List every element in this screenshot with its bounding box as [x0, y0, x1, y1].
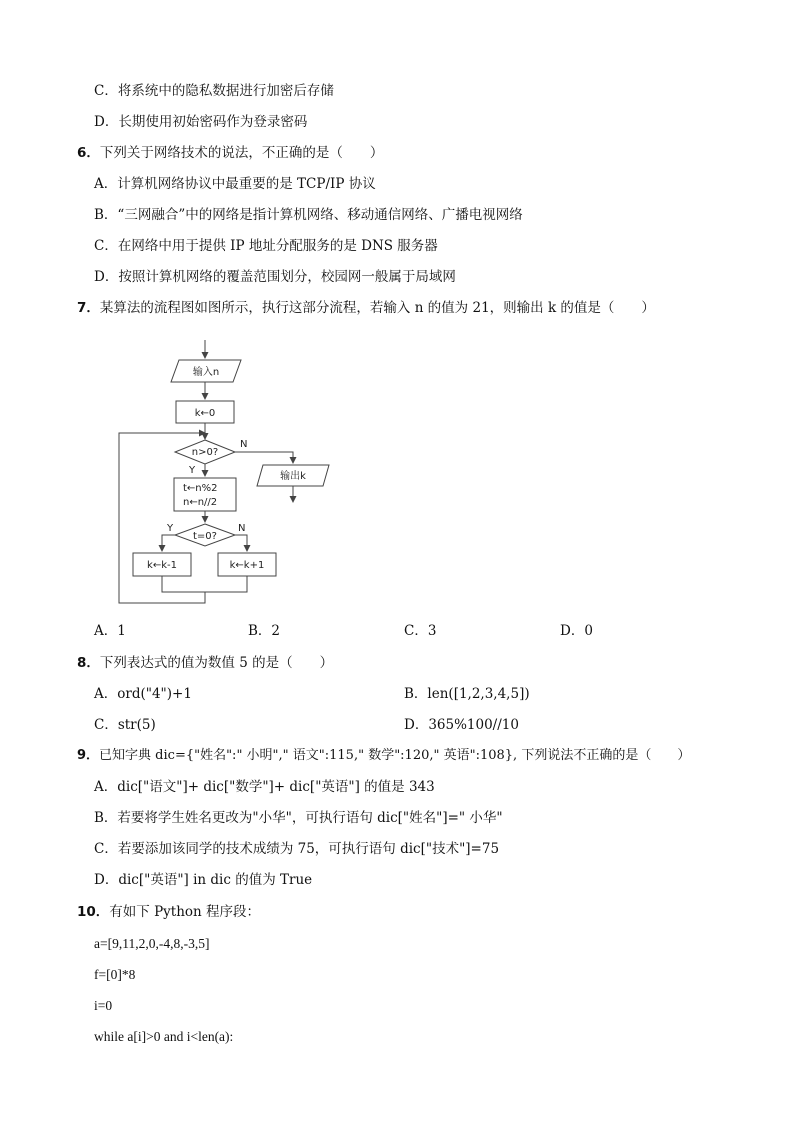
yes-branch-edge: [162, 535, 175, 551]
no-label: N: [240, 439, 248, 450]
q7-option-c: C．3: [404, 623, 437, 639]
question-number: 9．: [77, 748, 100, 763]
init-label: k←0: [194, 408, 216, 419]
q9-option-d: D．dic["英语"] in dic 的值为 True: [94, 872, 313, 888]
code-line: while a[i]>0 and i<len(a):: [94, 1029, 234, 1044]
question-number: 6．: [77, 145, 100, 161]
flowchart: [117, 335, 343, 610]
q8-option-a: A．ord("4")+1: [94, 686, 192, 702]
left-box-label: k←k-1: [147, 560, 177, 571]
process-line-2: n←n//2: [183, 497, 218, 508]
q7-option-d: D．0: [560, 623, 593, 639]
input-label: 输入n: [192, 367, 220, 378]
q9-option-b: B．若要将学生姓名更改为"小华"，可执行语句 dic["姓名"]=" 小华": [94, 810, 503, 826]
merge-edge: [162, 576, 247, 592]
q7-option-b: B．2: [248, 623, 281, 639]
question-10: [77, 903, 260, 921]
q5-option-d: D．长期使用初始密码作为登录密码: [94, 114, 308, 130]
question-stem: 有如下 Python 程序段：: [109, 904, 261, 920]
code-line: a=[9,11,2,0,-4,8,-3,5]: [94, 936, 210, 951]
code-line: i=0: [94, 998, 113, 1013]
q5-option-c: C．将系统中的隐私数据进行加密后存储: [94, 83, 334, 99]
q8-option-c: C．str(5): [94, 717, 156, 733]
no-branch-edge: [235, 452, 293, 463]
question-stem: 已知字典 dic={"姓名":" 小明"," 语文":115," 数学":120," 英语":108}, 下列说法不正确的是（ ）: [99, 748, 691, 763]
q9-option-a: A．dic["语文"]+ dic["数学"]+ dic["英语"] 的值是 343: [94, 779, 435, 795]
output-label: 输出k: [280, 471, 306, 482]
decision-1-label: n>0?: [191, 447, 219, 458]
yes-label: Y: [167, 523, 174, 534]
q6-option-c: C．在网络中用于提供 IP 地址分配服务的是 DNS 服务器: [94, 238, 438, 254]
decision-2-label: t=0?: [193, 531, 217, 542]
question-9: [77, 747, 690, 765]
process-line-1: t←n%2: [183, 483, 218, 494]
code-line: f=[0]*8: [94, 967, 136, 982]
question-number: 10．: [77, 904, 110, 920]
question-stem: 下列表达式的值为数值 5 的是（ ）: [99, 655, 334, 671]
q8-option-d: D．365%100//10: [404, 717, 519, 733]
question-8: [77, 654, 333, 672]
question-7: [77, 299, 655, 317]
q6-option-d: D．按照计算机网络的覆盖范围划分，校园网一般属于局域网: [94, 269, 456, 285]
q8-option-b: B．len([1,2,3,4,5]): [404, 686, 530, 702]
q7-option-a: A．1: [94, 623, 126, 639]
question-number: 7．: [77, 300, 100, 316]
right-box-label: k←k+1: [229, 560, 265, 571]
q6-option-a: A．计算机网络协议中最重要的是 TCP/IP 协议: [94, 176, 376, 192]
yes-label: Y: [189, 465, 196, 476]
question-6: [77, 144, 383, 162]
question-stem: 某算法的流程图如图所示，执行这部分流程，若输入 n 的值为 21，则输出 k 的值是（ ）: [99, 300, 655, 316]
question-number: 8．: [77, 655, 100, 671]
no-branch-edge: [235, 535, 247, 551]
question-stem: 下列关于网络技术的说法，不正确的是（ ）: [99, 145, 384, 161]
q6-option-b: B．“三网融合”中的网络是指计算机网络、移动通信网络、广播电视网络: [94, 207, 523, 223]
q9-option-c: C．若要添加该同学的技术成绩为 75，可执行语句 dic["技术"]=75: [94, 841, 500, 857]
no-label: N: [238, 523, 246, 534]
